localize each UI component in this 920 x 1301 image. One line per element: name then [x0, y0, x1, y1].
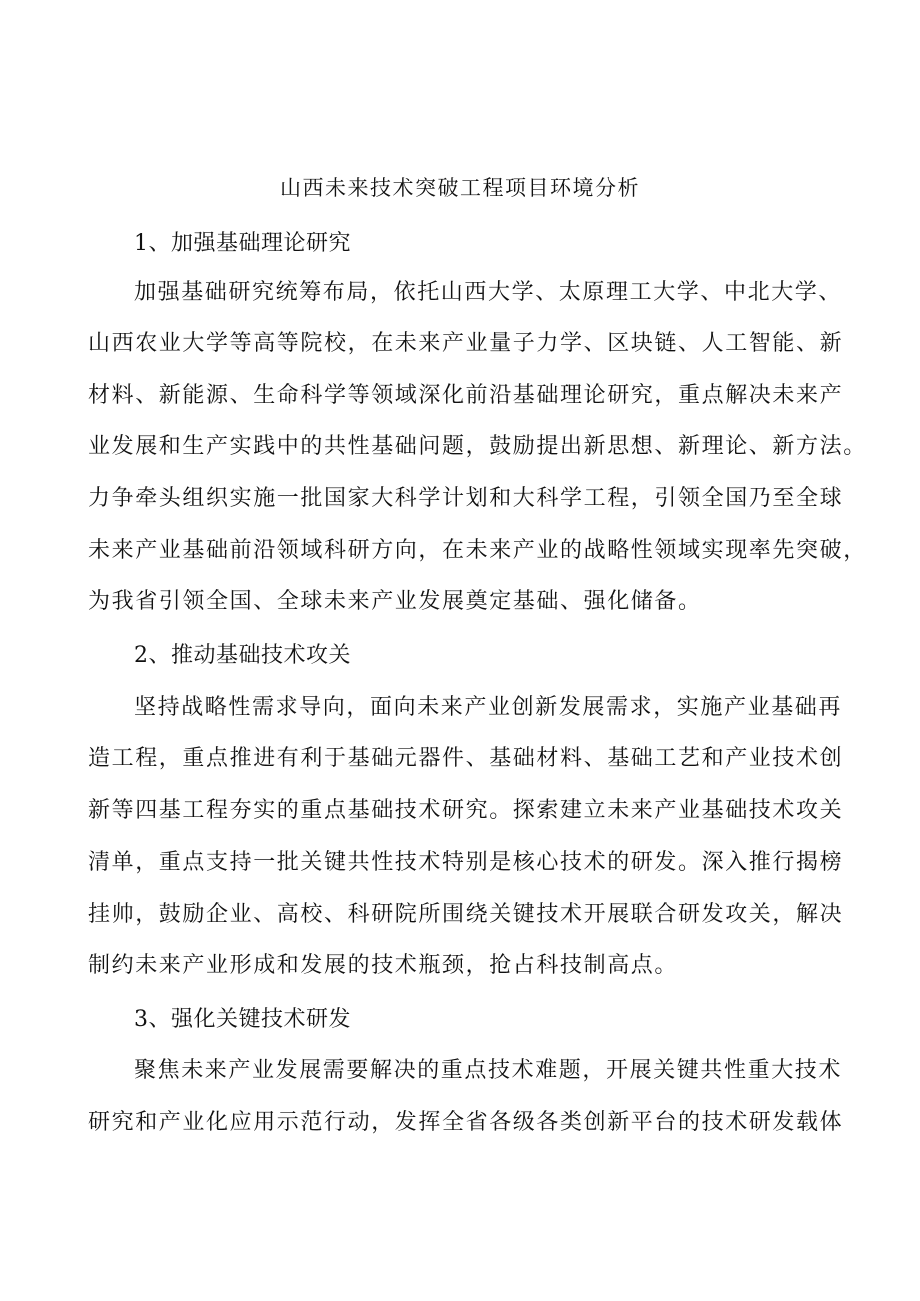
paragraph-line: 研究和产业化应用示范行动，发挥全省各级各类创新平台的技术研发载体: [88, 1110, 844, 1135]
paragraph-line: 新等四基工程夯实的重点基础技术研究。探索建立未来产业基础技术攻关: [88, 798, 844, 823]
paragraph-line: 清单，重点支持一批关键共性技术特别是核心技术的研发。深入推行揭榜: [88, 850, 844, 875]
paragraph-line: 制约未来产业形成和发展的技术瓶颈，抢占科技制高点。: [88, 953, 679, 978]
paragraph-line: 坚持战略性需求导向，面向未来产业创新发展需求，实施产业基础再: [134, 695, 843, 720]
paragraph-line: 为我省引领全国、全球未来产业发展奠定基础、强化储备。: [88, 589, 702, 614]
paragraph-line: 业发展和生产实践中的共性基础问题，鼓励提出新思想、新理论、新方法。: [88, 434, 867, 459]
paragraph-line: 加强基础研究统筹布局，依托山西大学、太原理工大学、中北大学、: [134, 280, 843, 305]
document-title: 山西未来技术突破工程项目环境分析: [280, 176, 640, 200]
paragraph-line: 力争牵头组织实施一批国家大科学计划和大科学工程，引领全国乃至全球: [88, 486, 844, 511]
paragraph-line: 造工程，重点推进有利于基础元器件、基础材料、基础工艺和产业技术创: [88, 746, 844, 771]
paragraph-line: 未来产业基础前沿领域科研方向，在未来产业的战略性领域实现率先突破，: [88, 538, 867, 563]
section-heading-2: 2、推动基础技术攻关: [134, 643, 351, 668]
section-heading-3: 3、强化关键技术研发: [134, 1007, 351, 1032]
paragraph-line: 材料、新能源、生命科学等领域深化前沿基础理论研究，重点解决未来产: [88, 383, 844, 408]
section-heading-1: 1、加强基础理论研究: [134, 231, 351, 256]
paragraph-line: 山西农业大学等高等院校，在未来产业量子力学、区块链、人工智能、新: [88, 331, 844, 356]
paragraph-line: 聚焦未来产业发展需要解决的重点技术难题，开展关键共性重大技术: [134, 1058, 843, 1083]
paragraph-line: 挂帅，鼓励企业、高校、科研院所围绕关键技术开展联合研发攻关，解决: [88, 902, 844, 927]
